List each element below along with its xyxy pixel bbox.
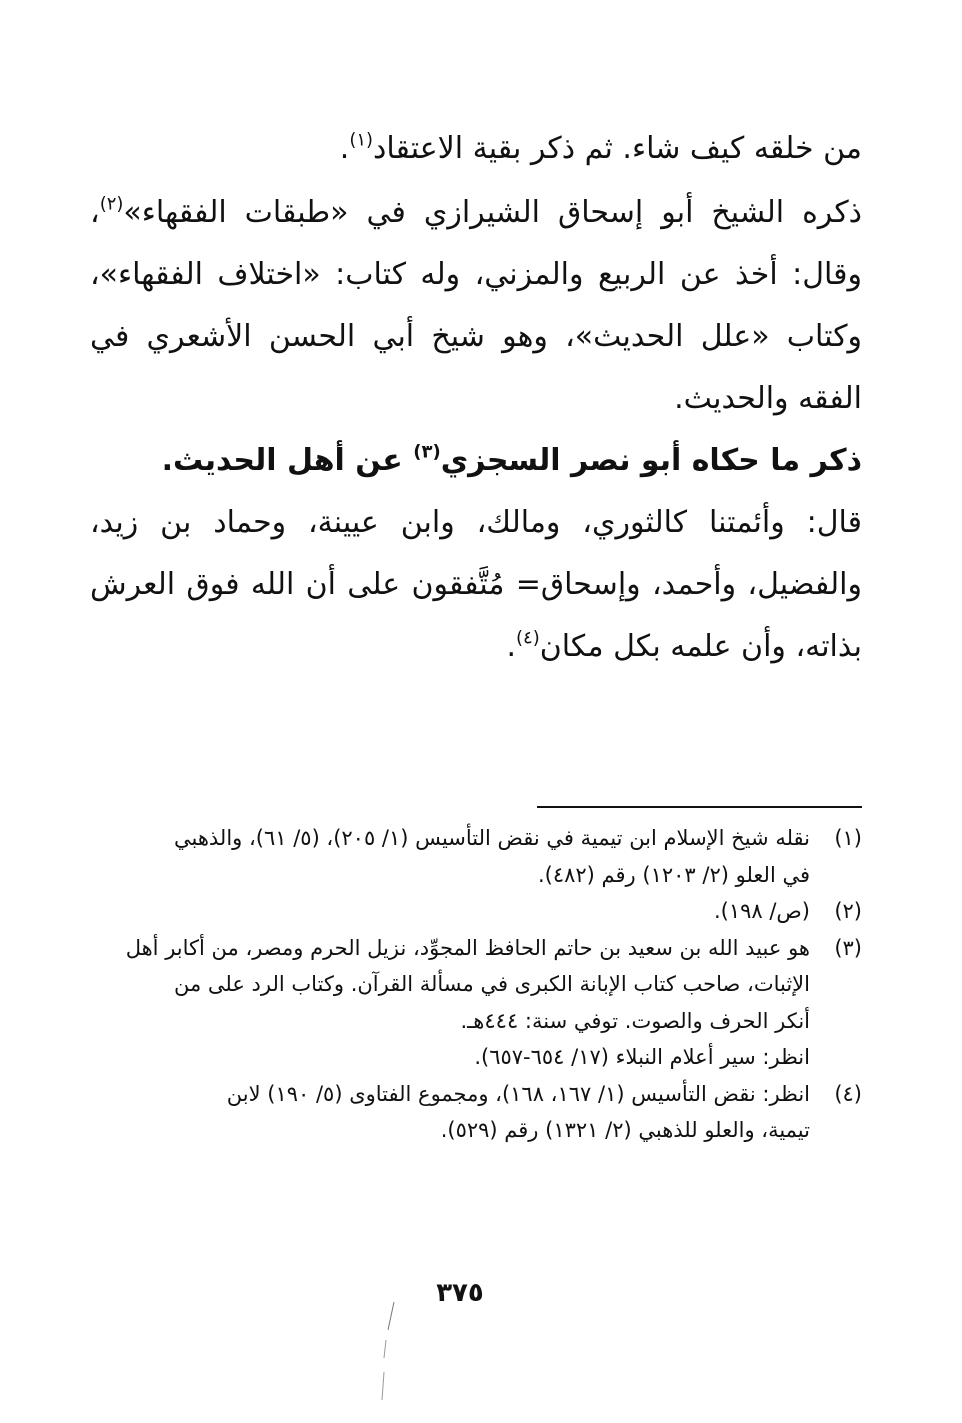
paragraph-3-end: . (506, 629, 516, 664)
footnote-divider (537, 806, 862, 808)
footnote-number: (٢) (834, 899, 862, 923)
paragraph-2-text-b: ، وقال: أخذ عن الربيع والمزني، وله كتاب: «اختلاف الفقهاء»، وكتاب «علل الحديث»، وهو شيخ أبي الحسن الأشعري في الفقه والحديث. (90, 195, 862, 416)
footnote-line: الإثبات، صاحب كتاب الإبانة الكبرى في مسألة القرآن. وكتاب الرد على من (173, 972, 810, 996)
footnote-text (86, 820, 810, 893)
footnote-2 (86, 893, 862, 930)
footnote-number: (١) (834, 826, 862, 850)
heading-text-a: ذكر ما حكاه أبو نصر السجزي (440, 443, 862, 478)
footnote-1 (86, 820, 862, 893)
main-text (90, 118, 862, 678)
heading-text-b: عن أهل الحديث. (161, 443, 414, 478)
page-number: ٣٧٥ (436, 1278, 484, 1308)
footnote-4 (86, 1076, 862, 1149)
footnote-text (86, 1076, 810, 1149)
paragraph-3 (90, 492, 862, 678)
footnote-ref-1[interactable]: (١) (349, 129, 374, 151)
footnote-ref-4[interactable]: (٤) (516, 627, 540, 649)
footnotes (86, 820, 862, 1149)
footnote-line: تيمية، والعلو للذهبي (٢/ ١٣٢١) رقم (٥٢٩). (440, 1118, 810, 1142)
footnote-line: انظر: سير أعلام النبلاء (١٧/ ٦٥٤-٦٥٧). (474, 1045, 810, 1069)
footnote-line: نقله شيخ الإسلام ابن تيمية في نقض التأسيس (١/ ٢٠٥)، (٥/ ٦١)، والذهبي (173, 826, 810, 850)
paragraph-1-end: . (339, 131, 350, 166)
footnote-ref-2[interactable]: (٢) (99, 193, 124, 215)
paragraph-1 (90, 118, 862, 180)
footnote-line: في العلو (٢/ ١٢٠٣) رقم (٤٨٢). (537, 862, 810, 887)
footnote-number: (٣) (834, 935, 862, 960)
footnote-line: (ص/ ١٩٨). (713, 899, 810, 923)
footnote-text (86, 893, 810, 930)
footnote-3 (86, 930, 862, 1076)
paragraph-2 (90, 182, 862, 430)
section-heading (90, 430, 862, 492)
footnote-text (86, 930, 810, 1076)
paragraph-2-text-a: ذكره الشيخ أبو إسحاق الشيرازي في «طبقات الفقهاء» (123, 195, 862, 230)
margin-pencil-mark (380, 1300, 400, 1410)
footnote-ref-3[interactable]: (٣) (413, 441, 441, 463)
paragraph-3-text: قال: وأئمتنا كالثوري، ومالك، وابن عيينة، وحماد بن زيد، والفضيل، وأحمد، وإسحاق= مُتَّفقون على أن الله فوق العرش بذاته، وأن علمه بكل مكان (90, 505, 862, 664)
footnote-line: انظر: نقض التأسيس (١/ ١٦٧، ١٦٨)، ومجموع الفتاوى (٥/ ١٩٠) لابن (226, 1081, 810, 1106)
footnote-line: هو عبيد الله بن سعيد بن حاتم الحافظ المجوِّد، نزيل الحرم ومصر، من أكابر أهل (125, 935, 810, 960)
footnote-number: (٤) (834, 1081, 862, 1106)
footnote-line: أنكر الحرف والصوت. توفي سنة: ٤٤٤هـ. (460, 1008, 810, 1033)
paragraph-1-text: من خلقه كيف شاء. ثم ذكر بقية الاعتقاد (373, 131, 862, 166)
